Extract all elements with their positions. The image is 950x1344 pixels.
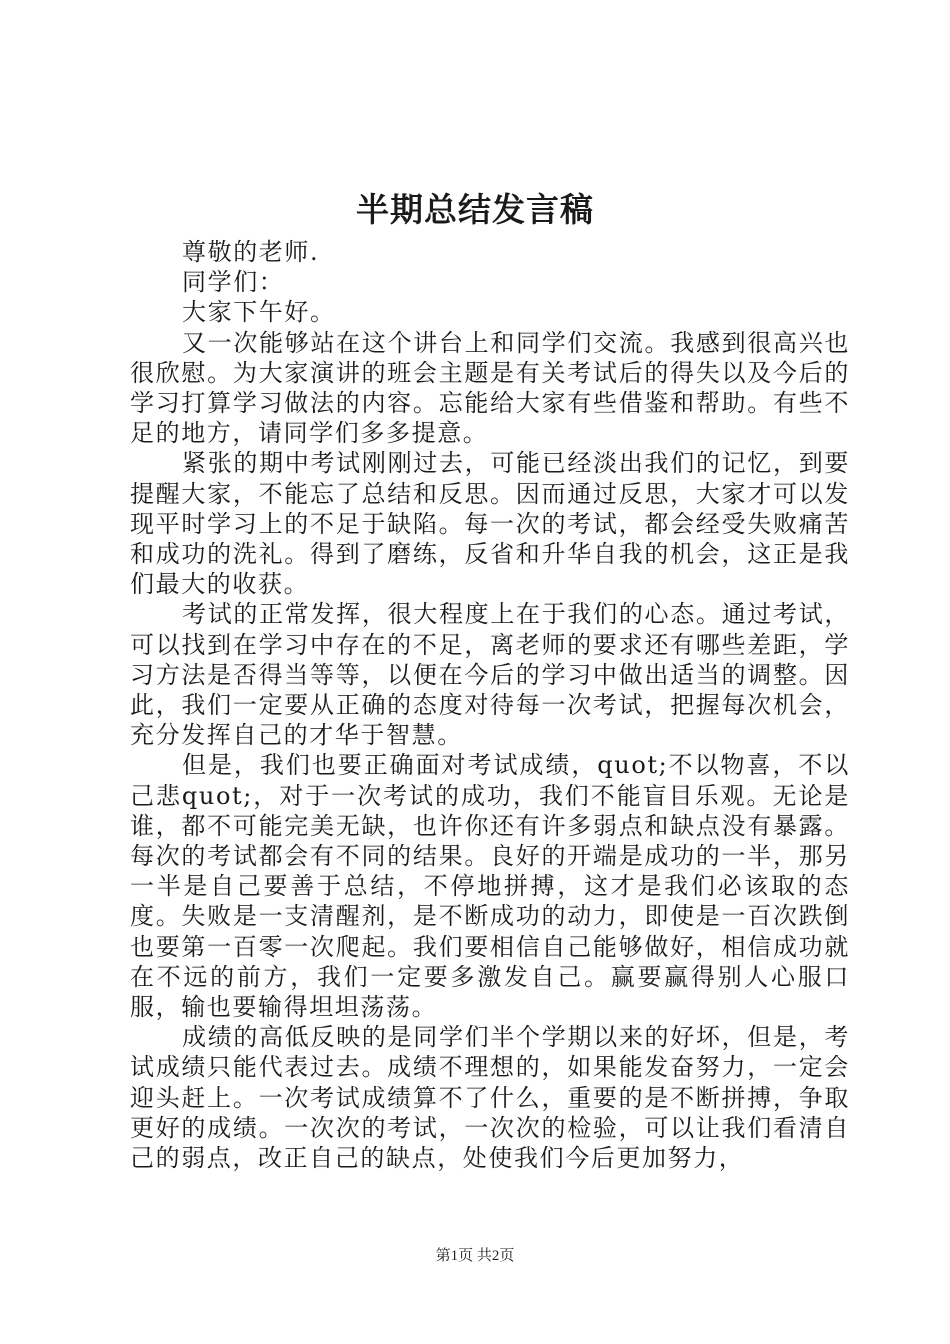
paragraph-reflection: 紧张的期中考试刚刚过去，可能已经淡出我们的记忆，到要提醒大家，不能忘了总结和反思。因而通过反思，大家才可以发现平时学习上的不足于缺陷。每一次的考试，都会经受失败痛苦和成功的洗礼。得到了磨练，反省和升华自我的机会，这正是我们最大的收获。 <box>130 449 850 599</box>
page-number-footer: 第1页 共2页 <box>435 1248 515 1264</box>
paragraph-grades: 成绩的高低反映的是同学们半个学期以来的好坏，但是，考试成绩只能代表过去。成绩不理想的，如果能发奋努力，一定会迎头赶上。一次考试成绩算不了什么，重要的是不断拼搏，争取更好的成绩。一次次的考试，一次次的检验，可以让我们看清自己的弱点，改正自己的缺点，处使我们今后更加努力， <box>130 1023 850 1173</box>
paragraph-mindset: 考试的正常发挥，很大程度上在于我们的心态。通过考试，可以找到在学习中存在的不足，离老师的要求还有哪些差距，学习方法是否得当等等，以便在今后的学习中做出适当的调整。因此，我们一定要从正确的态度对待每一次考试，把握每次机会，充分发挥自己的才华于智慧。 <box>130 600 850 750</box>
document-title: 半期总结发言稿 <box>356 190 594 229</box>
document-body <box>130 237 850 1173</box>
greeting: 大家下午好。 <box>182 298 336 327</box>
paragraph-attitude: 但是，我们也要正确面对考试成绩，quot;不以物喜，不以己悲quot;，对于一次考试的成功，我们不能盲目乐观。无论是谁，都不可能完美无缺，也许你还有许多弱点和缺点没有暴露。每次的考试都会有不同的结果。良好的开端是成功的一半，那另一半是自己要善于总结，不停地拼搏，这才是我们必该取的态度。失败是一支清醒剂，是不断成功的动力，即使是一百次跌倒也要第一百零一次爬起。我们要相信自己能够做好，相信成功就在不远的前方，我们一定要多激发自己。赢要赢得别人心服口服，输也要输得坦坦荡荡。 <box>130 751 850 1022</box>
salutation-students: 同学们： <box>182 268 285 297</box>
salutation-teachers: 尊敬的老师. <box>182 238 320 266</box>
paragraph-intro: 又一次能够站在这个讲台上和同学们交流。我感到很高兴也很欣慰。为大家演讲的班会主题是有关考试后的得失以及今后的学习打算学习做法的内容。忘能给大家有些借鉴和帮助。有些不足的地方，请同学们多多提意。 <box>130 328 850 448</box>
